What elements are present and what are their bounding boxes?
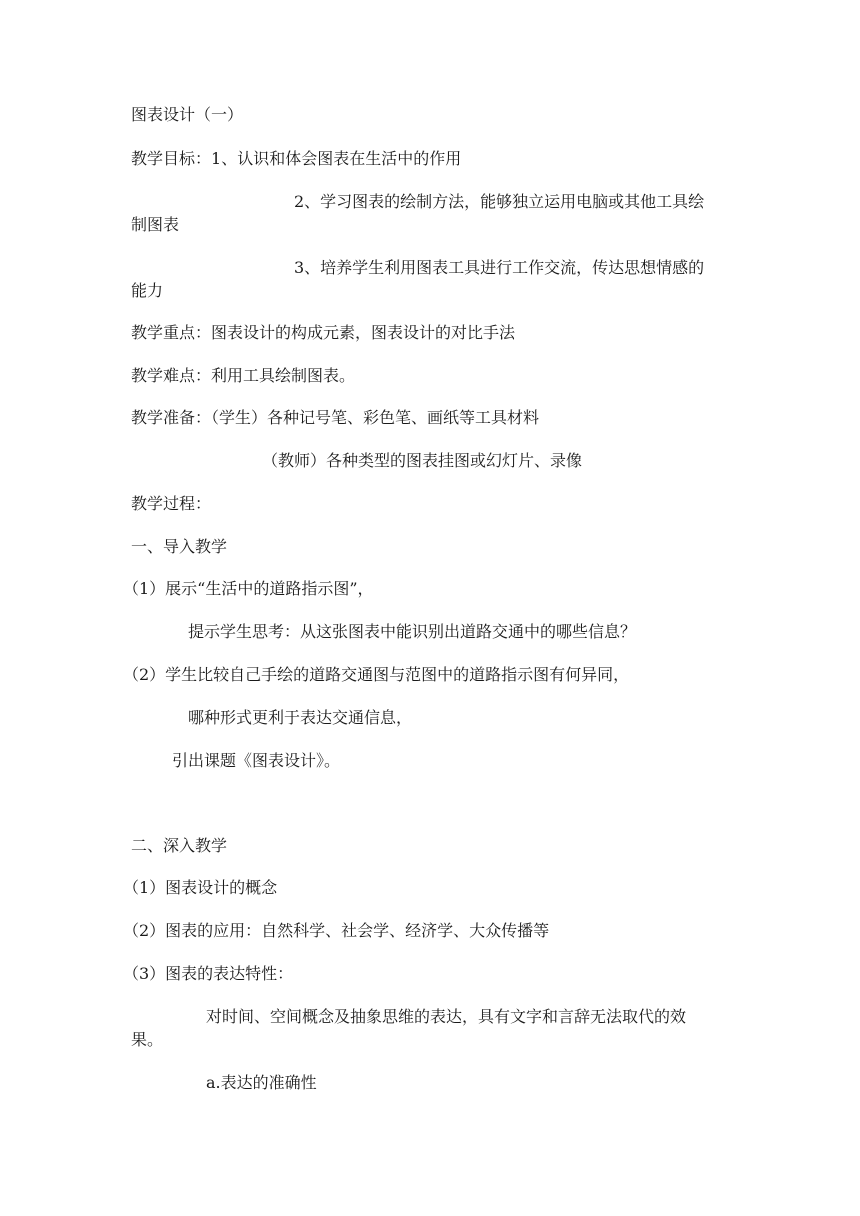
section-2-item-1: （1）图表设计的概念 xyxy=(123,878,278,897)
section-2-heading: 二、深入教学 xyxy=(131,836,228,855)
objective-item-3-line-1: 3、培养学生利用图表工具进行工作交流，传达思想情感的 xyxy=(294,258,705,277)
process-heading: 教学过程： xyxy=(131,494,212,513)
section-2-item-2: （2）图表的应用：自然科学、社会学、经济学、大众传播等 xyxy=(123,921,550,940)
section-2-point-a: a.表达的准确性 xyxy=(206,1073,317,1092)
section-2-description-line-2: 果。 xyxy=(131,1030,164,1049)
objective-item-2-line-1: 2、学习图表的绘制方法，能够独立运用电脑或其他工具绘 xyxy=(294,192,705,211)
section-1-step-2-continued: 哪种形式更利于表达交通信息， xyxy=(188,708,413,727)
objectives-line-1 xyxy=(131,148,461,170)
objectives-label: 教学目标： xyxy=(131,149,212,168)
preparation-line-2: （教师）各种类型的图表挂图或幻灯片、录像 xyxy=(262,451,583,470)
section-1-step-2: （2）学生比较自己手绘的道路交通图与范图中的道路指示图有何异同， xyxy=(123,665,630,684)
section-1-step-1-prompt: 提示学生思考：从这张图表中能识别出道路交通中的哪些信息？ xyxy=(188,622,637,641)
section-1-step-1: （1）展示“生活中的道路指示图”， xyxy=(123,579,374,598)
objective-item-3-line-2: 能力 xyxy=(131,281,164,300)
section-2-description-line-1: 对时间、空间概念及抽象思维的表达，具有文字和言辞无法取代的效 xyxy=(206,1007,687,1026)
objective-item-2-line-2: 制图表 xyxy=(131,215,180,234)
key-points: 教学重点：图表设计的构成元素，图表设计的对比手法 xyxy=(131,323,516,342)
objective-item-1: 1、认识和体会图表在生活中的作用 xyxy=(211,149,462,168)
section-1-intro: 引出课题《图表设计》。 xyxy=(172,751,341,770)
document-title: 图表设计（一） xyxy=(131,105,244,124)
section-2-item-3: （3）图表的表达特性： xyxy=(123,964,294,983)
preparation-line-1: 教学准备：（学生）各种记号笔、彩色笔、画纸等工具材料 xyxy=(131,408,540,427)
difficulties: 教学难点：利用工具绘制图表。 xyxy=(131,366,356,385)
section-1-heading: 一、导入教学 xyxy=(131,537,228,556)
